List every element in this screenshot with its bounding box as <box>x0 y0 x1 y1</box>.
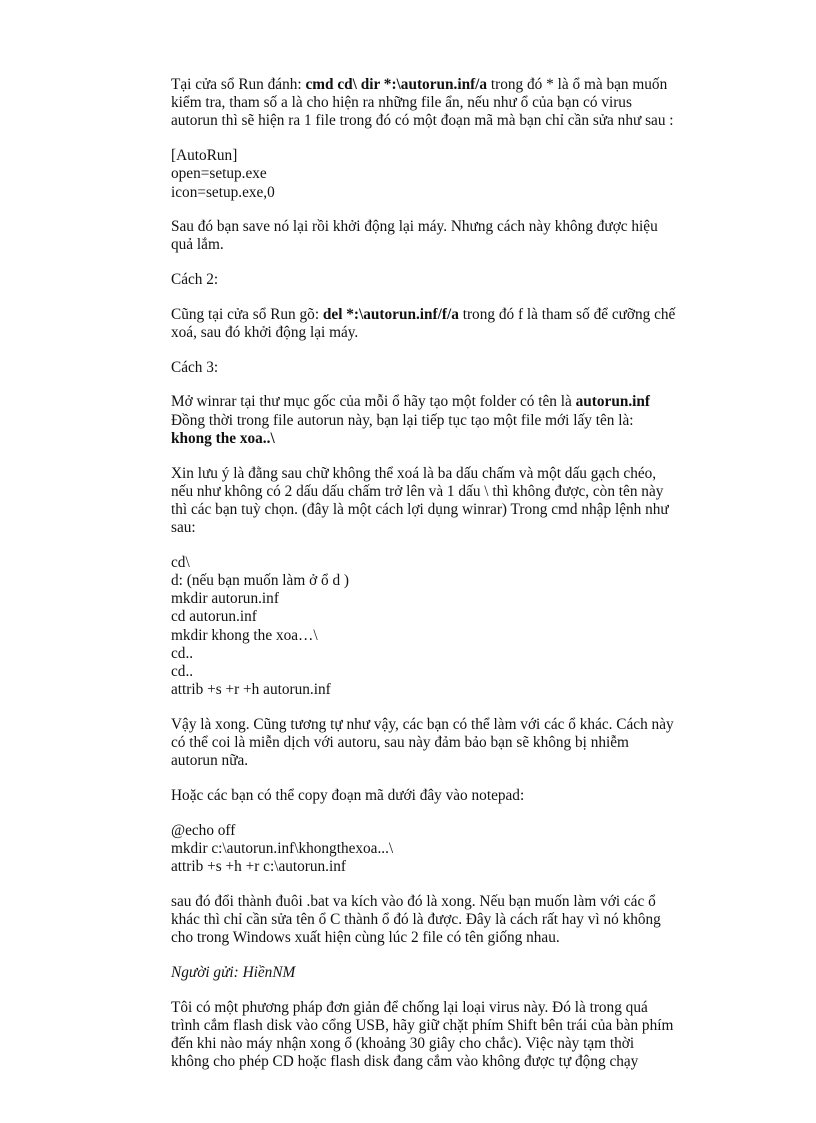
text-run: trong đó f là tham số để cưỡng chế xoá, sau đó khởi động lại máy. <box>171 305 676 342</box>
code-line: d: (nếu bạn muốn làm ở ổ d ) <box>171 572 350 590</box>
code-line: open=setup.exe <box>171 165 267 183</box>
paragraph-winrar <box>171 393 676 448</box>
sender-line <box>171 964 676 982</box>
command-bold: del *:\autorun.inf/f/a <box>322 305 459 323</box>
code-line: mkdir khong the xoa…\ <box>171 626 318 644</box>
code-line: cd\ <box>171 553 190 571</box>
code-line: cd autorun.inf <box>171 608 257 626</box>
code-line: cd.. <box>171 663 194 681</box>
code-block-autorun <box>171 147 676 202</box>
file-name-bold: khong the xoa..\ <box>171 429 275 447</box>
paragraph-shift: Tôi có một phương pháp đơn giản để chống lại loại virus này. Đó là trong quá trình cắm flash disk vào cổng USB, hãy giữ chặt phím Shift bên trái của bàn phím đến khi nào máy nhận xong ổ (khoảng 30 giây cho chắc). Việc này tạm thời không cho phép CD hoặc flash disk đang cắm vào không được tự động chạy <box>171 998 674 1071</box>
text-run: Mở winrar tại thư mục gốc của mỗi ổ hãy tạo một folder có tên là <box>171 393 576 411</box>
folder-name-bold: autorun.inf <box>575 393 651 411</box>
code-line: mkdir c:\autorun.inf\khongthexoa...\ <box>171 840 394 857</box>
code-block-bat <box>171 822 676 877</box>
code-line: attrib +s +r +h autorun.inf <box>171 681 331 699</box>
code-line: mkdir autorun.inf <box>171 590 279 608</box>
code-line: @echo off <box>171 821 236 839</box>
paragraph-run-dir <box>171 76 676 131</box>
sender-italic: Người gửi: HiềnNM <box>171 964 296 982</box>
text-run: trong đó * là ổ mà bạn muốn kiểm tra, tham số a là cho hiện ra những file ẩn, nếu như ổ của bạn có virus autorun thì sẽ hiện ra 1 file trong đó có một đoạn mã mà bạn chỉ cần sửa như sau : <box>171 76 674 130</box>
text-run: Cũng tại cửa sổ Run gõ: <box>171 305 323 323</box>
text-run: Đồng thời trong file autorun này, bạn lại tiếp tục tạo một file mới lấy tên là: <box>171 411 634 429</box>
text-run: Tại cửa sổ Run đánh: <box>171 76 306 93</box>
paragraph-save: Sau đó bạn save nó lại rồi khởi động lại máy. Nhưng cách này không được hiệu quả lắm. <box>171 218 658 254</box>
paragraph-bat: sau đó đổi thành đuôi .bat va kích vào đó là xong. Nếu bạn muốn làm với các ổ khác thì chỉ cần sửa tên ổ C thành ổ đó là được. Đây là cách rất hay vì nó không cho trong Windows xuất hiện cùng lúc 2 file có tên giống nhau. <box>171 892 661 947</box>
code-line: cd.. <box>171 644 194 662</box>
paragraph-done: Vậy là xong. Cũng tương tự như vậy, các bạn có thể làm với các ổ khác. Cách này có thể coi là miễn dịch với autoru, sau này đảm bảo bạn sẽ không bị nhiễm autorun nữa. <box>171 715 674 770</box>
heading-cach-2: Cách 2: <box>171 271 219 289</box>
code-block-cmd <box>171 554 676 700</box>
paragraph-notepad: Hoặc các bạn có thể copy đoạn mã dưới đây vào notepad: <box>171 787 525 805</box>
document-page <box>171 76 676 1088</box>
paragraph-del <box>171 306 676 342</box>
code-line: [AutoRun] <box>171 147 238 165</box>
command-bold: cmd cd\ dir *:\autorun.inf/a <box>305 76 488 93</box>
code-line: attrib +s +h +r c:\autorun.inf <box>171 858 346 876</box>
paragraph-note: Xin lưu ý là đằng sau chữ không thể xoá là ba dấu chấm và một dấu gạch chéo, nếu như không có 2 dấu dấu chấm trở lên và 1 dấu \ thì không được, còn tên này thì các bạn tuỳ chọn. (đây là một cách lợi dụng winrar) Trong cmd nhập lệnh như sau: <box>171 464 669 537</box>
code-line: icon=setup.exe,0 <box>171 183 275 201</box>
heading-cach-3: Cách 3: <box>171 358 219 376</box>
